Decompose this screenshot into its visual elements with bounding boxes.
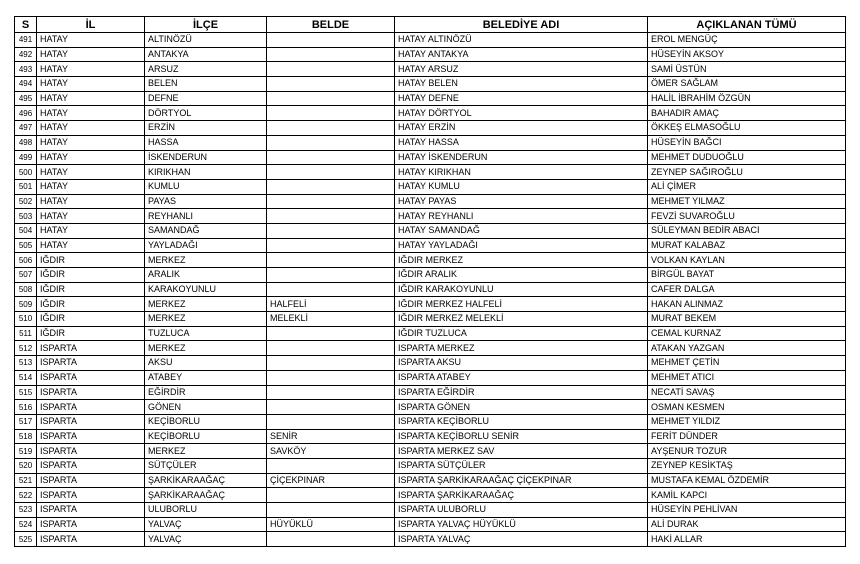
ilce-cell: ARSUZ [145, 62, 267, 77]
belde-cell [267, 458, 395, 473]
row-number: 502 [15, 194, 37, 209]
table-row [15, 62, 846, 77]
aciklanan-cell: ALİ ÇİMER [648, 179, 846, 194]
il-cell: ISPARTA [37, 532, 145, 547]
il-cell: HATAY [37, 238, 145, 253]
aciklanan-cell: MURAT BEKEM [648, 312, 846, 327]
aciklanan-cell: HAKAN ALINMAZ [648, 297, 846, 312]
table-row [15, 77, 846, 92]
ilce-cell: KUMLU [145, 179, 267, 194]
il-cell: ISPARTA [37, 356, 145, 371]
aciklanan-cell: CAFER DALGA [648, 282, 846, 297]
belde-cell [267, 194, 395, 209]
ilce-cell: DÖRTYOL [145, 106, 267, 121]
belde-cell: ÇİÇEKPINAR [267, 473, 395, 488]
header-s: S [15, 17, 37, 33]
il-cell: ISPARTA [37, 458, 145, 473]
aciklanan-cell: ATAKAN YAZGAN [648, 341, 846, 356]
belediye-adi-cell: HATAY HASSA [395, 135, 648, 150]
belediye-adi-cell: ISPARTA EĞİRDİR [395, 385, 648, 400]
belde-cell [267, 370, 395, 385]
table-row [15, 385, 846, 400]
il-cell: HATAY [37, 62, 145, 77]
row-number: 513 [15, 356, 37, 371]
belde-cell: HÜYÜKLÜ [267, 517, 395, 532]
table-row [15, 488, 846, 503]
row-number: 496 [15, 106, 37, 121]
row-number: 516 [15, 400, 37, 415]
row-number: 508 [15, 282, 37, 297]
belde-cell [267, 488, 395, 503]
table-row [15, 312, 846, 327]
row-number: 494 [15, 77, 37, 92]
aciklanan-cell: MEHMET YILMAZ [648, 194, 846, 209]
row-number: 515 [15, 385, 37, 400]
belediye-adi-cell: IĞDIR MERKEZ HALFELİ [395, 297, 648, 312]
header-aciklanan-tumu: AÇIKLANAN TÜMÜ [648, 17, 846, 33]
table-row [15, 106, 846, 121]
aciklanan-cell: BAHADIR AMAÇ [648, 106, 846, 121]
ilce-cell: ERZİN [145, 121, 267, 136]
aciklanan-cell: MUSTAFA KEMAL ÖZDEMİR [648, 473, 846, 488]
aciklanan-cell: OSMAN KESMEN [648, 400, 846, 415]
belediye-adi-cell: HATAY PAYAS [395, 194, 648, 209]
row-number: 517 [15, 414, 37, 429]
ilce-cell: ARALIK [145, 268, 267, 283]
ilce-cell: ULUBORLU [145, 503, 267, 518]
belde-cell [267, 179, 395, 194]
table-row [15, 356, 846, 371]
belediye-adi-cell: ISPARTA ATABEY [395, 370, 648, 385]
aciklanan-cell: MEHMET ATICI [648, 370, 846, 385]
il-cell: HATAY [37, 77, 145, 92]
belde-cell [267, 503, 395, 518]
row-number: 500 [15, 165, 37, 180]
belde-cell [267, 62, 395, 77]
ilce-cell: MERKEZ [145, 341, 267, 356]
table-row [15, 268, 846, 283]
row-number: 518 [15, 429, 37, 444]
belediye-adi-cell: ISPARTA ŞARKİKARAAĞAÇ ÇİÇEKPINAR [395, 473, 648, 488]
row-number: 501 [15, 179, 37, 194]
belediye-adi-cell: ISPARTA ULUBORLU [395, 503, 648, 518]
table-row [15, 473, 846, 488]
belediye-adi-cell: IĞDIR KARAKOYUNLU [395, 282, 648, 297]
header-belde: BELDE [267, 17, 395, 33]
il-cell: HATAY [37, 223, 145, 238]
il-cell: HATAY [37, 165, 145, 180]
il-cell: ISPARTA [37, 385, 145, 400]
belediye-adi-cell: ISPARTA GÖNEN [395, 400, 648, 415]
table-row [15, 297, 846, 312]
belediye-adi-cell: ISPARTA KEÇİBORLU SENİR [395, 429, 648, 444]
document-page [14, 16, 846, 547]
table-row [15, 91, 846, 106]
belediye-adi-cell: ISPARTA KEÇİBORLU [395, 414, 648, 429]
ilce-cell: DEFNE [145, 91, 267, 106]
table-header-row [15, 17, 846, 33]
table-row [15, 223, 846, 238]
row-number: 507 [15, 268, 37, 283]
ilce-cell: MERKEZ [145, 253, 267, 268]
row-number: 510 [15, 312, 37, 327]
ilce-cell: REYHANLI [145, 209, 267, 224]
row-number: 514 [15, 370, 37, 385]
table-row [15, 121, 846, 136]
belediye-adi-cell: IĞDIR MERKEZ MELEKLİ [395, 312, 648, 327]
belde-cell [267, 341, 395, 356]
belde-cell [267, 385, 395, 400]
belediye-adi-cell: ISPARTA MERKEZ SAV [395, 444, 648, 459]
aciklanan-cell: SAMİ ÜSTÜN [648, 62, 846, 77]
ilce-cell: EĞİRDİR [145, 385, 267, 400]
aciklanan-cell: AYŞENUR TOZUR [648, 444, 846, 459]
ilce-cell: AKSU [145, 356, 267, 371]
candidates-table [14, 16, 846, 547]
table-row [15, 326, 846, 341]
belde-cell [267, 238, 395, 253]
belde-cell [267, 135, 395, 150]
belde-cell: MELEKLİ [267, 312, 395, 327]
aciklanan-cell: VOLKAN KAYLAN [648, 253, 846, 268]
belde-cell: SAVKÖY [267, 444, 395, 459]
belde-cell [267, 91, 395, 106]
belediye-adi-cell: HATAY ANTAKYA [395, 47, 648, 62]
table-row [15, 532, 846, 547]
il-cell: HATAY [37, 47, 145, 62]
row-number: 493 [15, 62, 37, 77]
belediye-adi-cell: ISPARTA YALVAÇ [395, 532, 648, 547]
row-number: 498 [15, 135, 37, 150]
il-cell: ISPARTA [37, 370, 145, 385]
belediye-adi-cell: ISPARTA SÜTÇÜLER [395, 458, 648, 473]
il-cell: ISPARTA [37, 488, 145, 503]
il-cell: ISPARTA [37, 473, 145, 488]
ilce-cell: HASSA [145, 135, 267, 150]
aciklanan-cell: EROL MENGÜÇ [648, 33, 846, 48]
belediye-adi-cell: IĞDIR TUZLUCA [395, 326, 648, 341]
table-row [15, 179, 846, 194]
header-ilce: İLÇE [145, 17, 267, 33]
table-row [15, 400, 846, 415]
aciklanan-cell: MEHMET DUDUOĞLU [648, 150, 846, 165]
table-row [15, 253, 846, 268]
il-cell: IĞDIR [37, 312, 145, 327]
belde-cell [267, 223, 395, 238]
table-row [15, 429, 846, 444]
belediye-adi-cell: ISPARTA YALVAÇ HÜYÜKLÜ [395, 517, 648, 532]
belde-cell [267, 400, 395, 415]
il-cell: HATAY [37, 33, 145, 48]
il-cell: IĞDIR [37, 268, 145, 283]
ilce-cell: GÖNEN [145, 400, 267, 415]
table-row [15, 33, 846, 48]
il-cell: ISPARTA [37, 429, 145, 444]
aciklanan-cell: ALİ DURAK [648, 517, 846, 532]
il-cell: HATAY [37, 194, 145, 209]
row-number: 519 [15, 444, 37, 459]
table-row [15, 370, 846, 385]
aciklanan-cell: FERİT DÜNDER [648, 429, 846, 444]
row-number: 522 [15, 488, 37, 503]
il-cell: IĞDIR [37, 326, 145, 341]
row-number: 512 [15, 341, 37, 356]
table-row [15, 444, 846, 459]
belde-cell: HALFELİ [267, 297, 395, 312]
belde-cell [267, 326, 395, 341]
belediye-adi-cell: HATAY YAYLADAĞI [395, 238, 648, 253]
aciklanan-cell: ÖKKEŞ ELMASOĞLU [648, 121, 846, 136]
aciklanan-cell: ZEYNEP SAĞIROĞLU [648, 165, 846, 180]
il-cell: ISPARTA [37, 503, 145, 518]
belde-cell [267, 150, 395, 165]
table-row [15, 47, 846, 62]
belediye-adi-cell: HATAY KIRIKHAN [395, 165, 648, 180]
belediye-adi-cell: HATAY İSKENDERUN [395, 150, 648, 165]
ilce-cell: BELEN [145, 77, 267, 92]
il-cell: IĞDIR [37, 253, 145, 268]
row-number: 492 [15, 47, 37, 62]
ilce-cell: TUZLUCA [145, 326, 267, 341]
il-cell: HATAY [37, 179, 145, 194]
belediye-adi-cell: HATAY KUMLU [395, 179, 648, 194]
table-row [15, 517, 846, 532]
table-row [15, 341, 846, 356]
belde-cell [267, 121, 395, 136]
table-row [15, 209, 846, 224]
belde-cell [267, 165, 395, 180]
belediye-adi-cell: ISPARTA MERKEZ [395, 341, 648, 356]
aciklanan-cell: ÖMER SAĞLAM [648, 77, 846, 92]
belde-cell [267, 253, 395, 268]
il-cell: HATAY [37, 106, 145, 121]
il-cell: HATAY [37, 91, 145, 106]
ilce-cell: MERKEZ [145, 444, 267, 459]
il-cell: HATAY [37, 121, 145, 136]
belde-cell [267, 47, 395, 62]
il-cell: ISPARTA [37, 444, 145, 459]
aciklanan-cell: MURAT KALABAZ [648, 238, 846, 253]
ilce-cell: YALVAÇ [145, 532, 267, 547]
belde-cell [267, 106, 395, 121]
aciklanan-cell: HAKİ ALLAR [648, 532, 846, 547]
row-number: 524 [15, 517, 37, 532]
belediye-adi-cell: IĞDIR ARALIK [395, 268, 648, 283]
ilce-cell: KARAKOYUNLU [145, 282, 267, 297]
aciklanan-cell: HÜSEYİN AKSOY [648, 47, 846, 62]
ilce-cell: ATABEY [145, 370, 267, 385]
aciklanan-cell: ZEYNEP KESİKTAŞ [648, 458, 846, 473]
aciklanan-cell: FEVZİ SUVAROĞLU [648, 209, 846, 224]
row-number: 505 [15, 238, 37, 253]
table-row [15, 458, 846, 473]
belde-cell [267, 414, 395, 429]
row-number: 503 [15, 209, 37, 224]
ilce-cell: KEÇİBORLU [145, 429, 267, 444]
ilce-cell: SAMANDAĞ [145, 223, 267, 238]
belde-cell [267, 209, 395, 224]
aciklanan-cell: MEHMET YILDIZ [648, 414, 846, 429]
belde-cell [267, 77, 395, 92]
ilce-cell: KEÇİBORLU [145, 414, 267, 429]
table-body [15, 33, 846, 547]
aciklanan-cell: BİRGÜL BAYAT [648, 268, 846, 283]
aciklanan-cell: CEMAL KURNAZ [648, 326, 846, 341]
belediye-adi-cell: HATAY DEFNE [395, 91, 648, 106]
aciklanan-cell: HÜSEYİN PEHLİVAN [648, 503, 846, 518]
row-number: 523 [15, 503, 37, 518]
row-number: 491 [15, 33, 37, 48]
ilce-cell: YALVAÇ [145, 517, 267, 532]
belde-cell: SENİR [267, 429, 395, 444]
il-cell: ISPARTA [37, 517, 145, 532]
belediye-adi-cell: ISPARTA ŞARKİKARAAĞAÇ [395, 488, 648, 503]
row-number: 506 [15, 253, 37, 268]
ilce-cell: ALTINÖZÜ [145, 33, 267, 48]
table-row [15, 238, 846, 253]
ilce-cell: PAYAS [145, 194, 267, 209]
aciklanan-cell: SÜLEYMAN BEDİR ABACI [648, 223, 846, 238]
row-number: 520 [15, 458, 37, 473]
row-number: 495 [15, 91, 37, 106]
belde-cell [267, 282, 395, 297]
belde-cell [267, 268, 395, 283]
il-cell: IĞDIR [37, 282, 145, 297]
aciklanan-cell: NECATİ SAVAŞ [648, 385, 846, 400]
ilce-cell: MERKEZ [145, 297, 267, 312]
ilce-cell: ANTAKYA [145, 47, 267, 62]
ilce-cell: SÜTÇÜLER [145, 458, 267, 473]
table-row [15, 150, 846, 165]
row-number: 504 [15, 223, 37, 238]
belediye-adi-cell: ISPARTA AKSU [395, 356, 648, 371]
aciklanan-cell: MEHMET ÇETİN [648, 356, 846, 371]
belediye-adi-cell: IĞDIR MERKEZ [395, 253, 648, 268]
table-row [15, 165, 846, 180]
il-cell: ISPARTA [37, 400, 145, 415]
table-row [15, 503, 846, 518]
il-cell: ISPARTA [37, 414, 145, 429]
ilce-cell: YAYLADAĞI [145, 238, 267, 253]
row-number: 525 [15, 532, 37, 547]
aciklanan-cell: KAMİL KAPCI [648, 488, 846, 503]
belediye-adi-cell: HATAY DÖRTYOL [395, 106, 648, 121]
aciklanan-cell: HALİL İBRAHİM ÖZGÜN [648, 91, 846, 106]
belediye-adi-cell: HATAY ARSUZ [395, 62, 648, 77]
ilce-cell: KIRIKHAN [145, 165, 267, 180]
table-row [15, 135, 846, 150]
il-cell: ISPARTA [37, 341, 145, 356]
row-number: 521 [15, 473, 37, 488]
ilce-cell: ŞARKİKARAAĞAÇ [145, 473, 267, 488]
belde-cell [267, 532, 395, 547]
ilce-cell: MERKEZ [145, 312, 267, 327]
il-cell: HATAY [37, 150, 145, 165]
belediye-adi-cell: HATAY ALTINÖZÜ [395, 33, 648, 48]
aciklanan-cell: HÜSEYİN BAĞCI [648, 135, 846, 150]
row-number: 509 [15, 297, 37, 312]
belde-cell [267, 33, 395, 48]
table-row [15, 414, 846, 429]
belediye-adi-cell: HATAY REYHANLI [395, 209, 648, 224]
il-cell: HATAY [37, 135, 145, 150]
belediye-adi-cell: HATAY BELEN [395, 77, 648, 92]
header-il: İL [37, 17, 145, 33]
table-row [15, 282, 846, 297]
il-cell: IĞDIR [37, 297, 145, 312]
table-row [15, 194, 846, 209]
row-number: 511 [15, 326, 37, 341]
belde-cell [267, 356, 395, 371]
header-belediye-adi: BELEDİYE ADI [395, 17, 648, 33]
row-number: 499 [15, 150, 37, 165]
belediye-adi-cell: HATAY ERZİN [395, 121, 648, 136]
belediye-adi-cell: HATAY SAMANDAĞ [395, 223, 648, 238]
row-number: 497 [15, 121, 37, 136]
ilce-cell: İSKENDERUN [145, 150, 267, 165]
il-cell: HATAY [37, 209, 145, 224]
ilce-cell: ŞARKİKARAAĞAÇ [145, 488, 267, 503]
